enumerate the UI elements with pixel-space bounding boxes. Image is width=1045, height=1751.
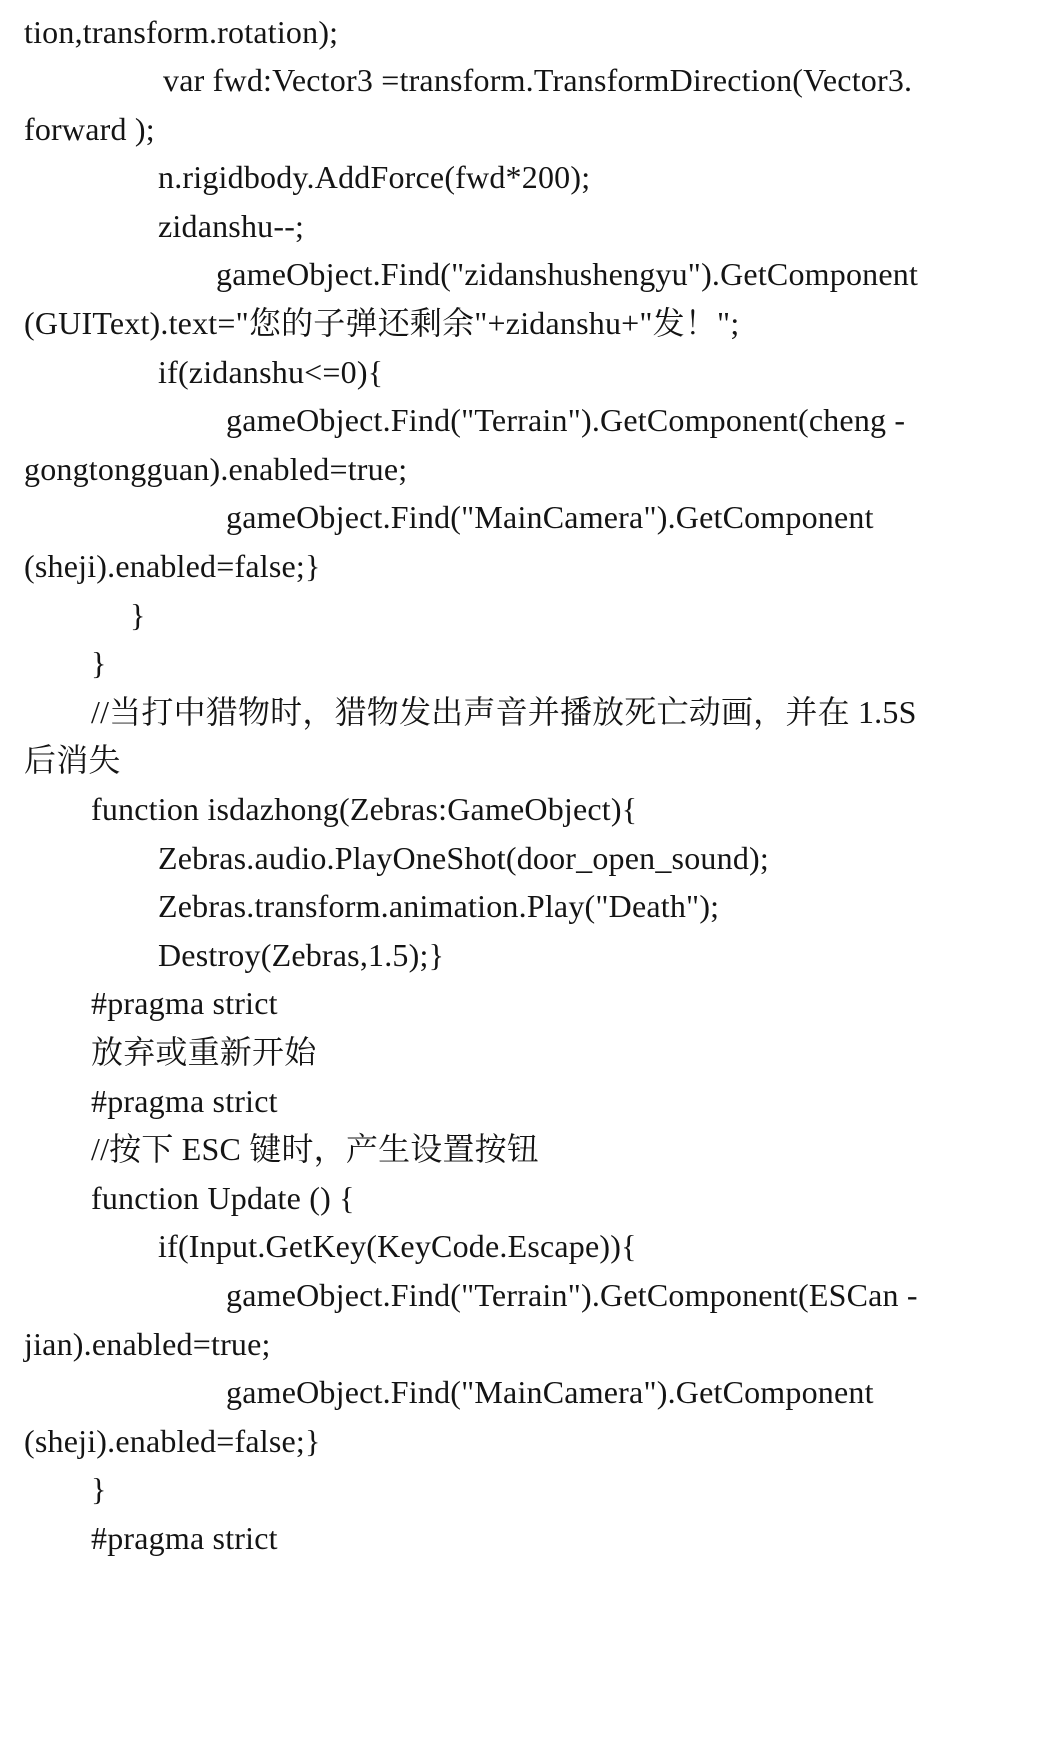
code-line: gameObject.Find("MainCamera").GetComponent: [226, 499, 874, 535]
code-line: if(zidanshu<=0){: [158, 354, 384, 390]
code-line: #pragma strict: [91, 1520, 278, 1556]
code-line: }: [91, 1471, 107, 1507]
code-line: }: [91, 645, 107, 681]
code-line: Zebras.transform.animation.Play("Death");: [158, 888, 720, 924]
code-line: gameObject.Find("MainCamera").GetComponent: [226, 1374, 874, 1410]
code-line: Destroy(Zebras,1.5);}: [158, 937, 445, 973]
code-comment: //按下 ESC 键时，产生设置按钮: [91, 1131, 540, 1167]
code-comment: 后消失: [24, 742, 121, 778]
code-line: n.rigidbody.AddForce(fwd*200);: [158, 159, 591, 195]
code-line: gameObject.Find("Terrain").GetComponent(ESCan -: [226, 1277, 918, 1313]
code-line: (sheji).enabled=false;}: [24, 1423, 321, 1459]
code-line: function isdazhong(Zebras:GameObject){: [91, 791, 638, 827]
code-line: #pragma strict: [91, 1083, 278, 1119]
code-comment: //当打中猎物时，猎物发出声音并播放死亡动画，并在 1.5S: [91, 694, 917, 730]
code-line: Zebras.audio.PlayOneShot(door_open_sound);: [158, 840, 769, 876]
section-heading: 放弃或重新开始: [91, 1034, 317, 1070]
code-line: (GUIText).text="您的子弹还剩余"+zidanshu+"发！";: [24, 305, 740, 341]
code-line: #pragma strict: [91, 985, 278, 1021]
code-line: }: [130, 597, 146, 633]
code-line: zidanshu--;: [158, 208, 305, 244]
code-line: gameObject.Find("zidanshushengyu").GetComponent: [216, 256, 919, 292]
code-line: jian).enabled=true;: [24, 1326, 271, 1362]
code-line: var fwd:Vector3 =transform.TransformDirection(Vector3.: [163, 62, 913, 98]
code-line: if(Input.GetKey(KeyCode.Escape)){: [158, 1228, 637, 1264]
code-line: gameObject.Find("Terrain").GetComponent(cheng -: [226, 402, 906, 438]
code-line: tion,transform.rotation);: [24, 14, 339, 50]
code-line: gongtongguan).enabled=true;: [24, 451, 408, 487]
code-line: function Update () {: [91, 1180, 355, 1216]
code-line: forward );: [24, 111, 155, 147]
code-line: (sheji).enabled=false;}: [24, 548, 321, 584]
